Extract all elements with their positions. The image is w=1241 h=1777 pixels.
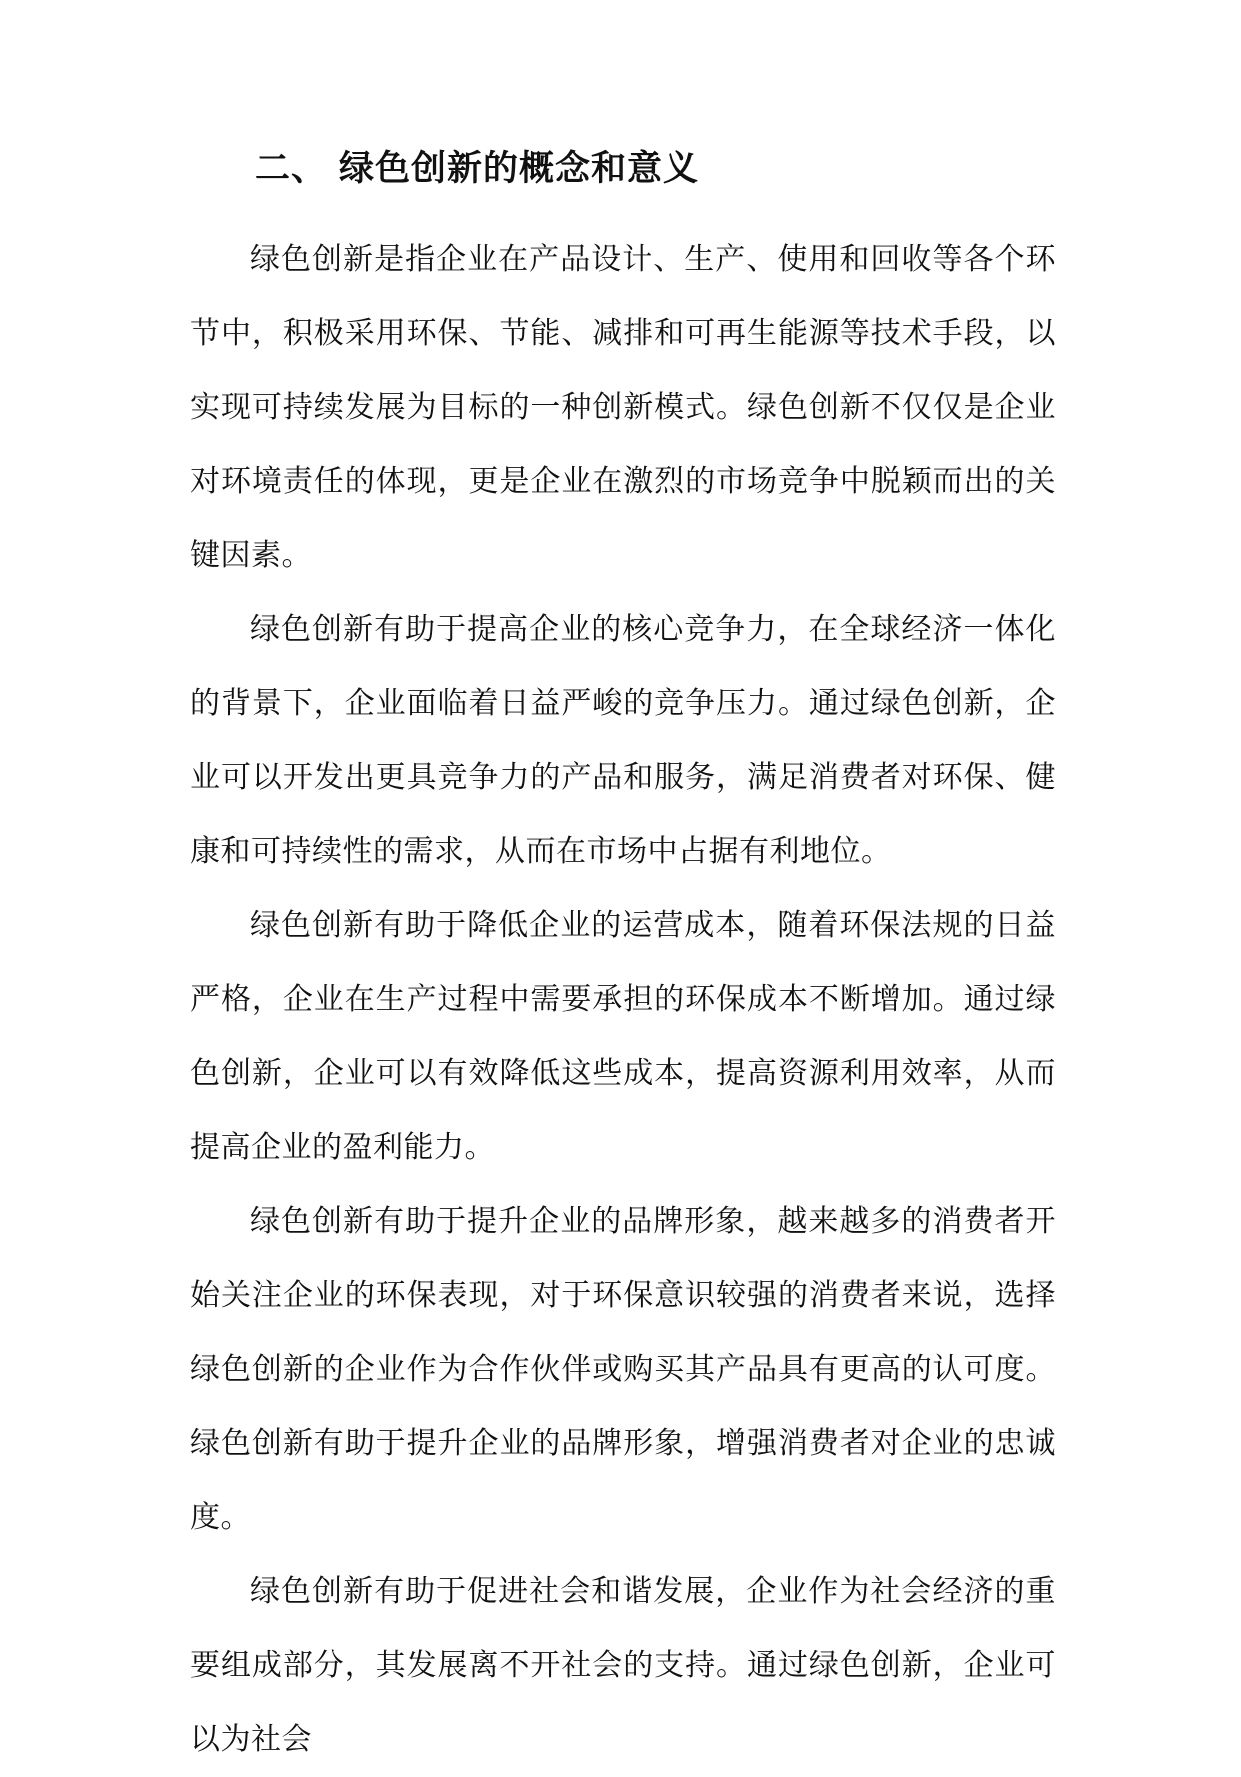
section-number: 二、 <box>255 148 328 189</box>
document-body <box>190 223 1056 1777</box>
paragraph-concept: 绿色创新是指企业在产品设计、生产、使用和回收等各个环节中，积极采用环保、节能、减排和可再生能源等技术手段，以实现可持续发展为目标的一种创新模式。绿色创新不仅仅是企业对环境责任的体现，更是企业在激烈的市场竞争中脱颖而出的关键因素。 <box>190 242 1056 573</box>
paragraph-cost: 绿色创新有助于降低企业的运营成本，随着环保法规的日益严格，企业在生产过程中需要承担的环保成本不断增加。通过绿色创新，企业可以有效降低这些成本，提高资源利用效率，从而提高企业的盈利能力。 <box>190 908 1056 1165</box>
section-heading <box>255 147 699 191</box>
paragraph-society: 绿色创新有助于促进社会和谐发展，企业作为社会经济的重要组成部分，其发展离不开社会的支持。通过绿色创新，企业可以为社会 <box>190 1574 1056 1757</box>
section-title: 绿色创新的概念和意义 <box>339 148 700 189</box>
paragraph-brand: 绿色创新有助于提升企业的品牌形象，越来越多的消费者开始关注企业的环保表现，对于环保意识较强的消费者来说，选择绿色创新的企业作为合作伙伴或购买其产品具有更高的认可度。绿色创新有助于提升企业的品牌形象，增强消费者对企业的忠诚度。 <box>190 1204 1056 1535</box>
paragraph-competitiveness: 绿色创新有助于提高企业的核心竞争力，在全球经济一体化的背景下，企业面临着日益严峻的竞争压力。通过绿色创新，企业可以开发出更具竞争力的产品和服务，满足消费者对环保、健康和可持续性的需求，从而在市场中占据有利地位。 <box>190 612 1056 869</box>
